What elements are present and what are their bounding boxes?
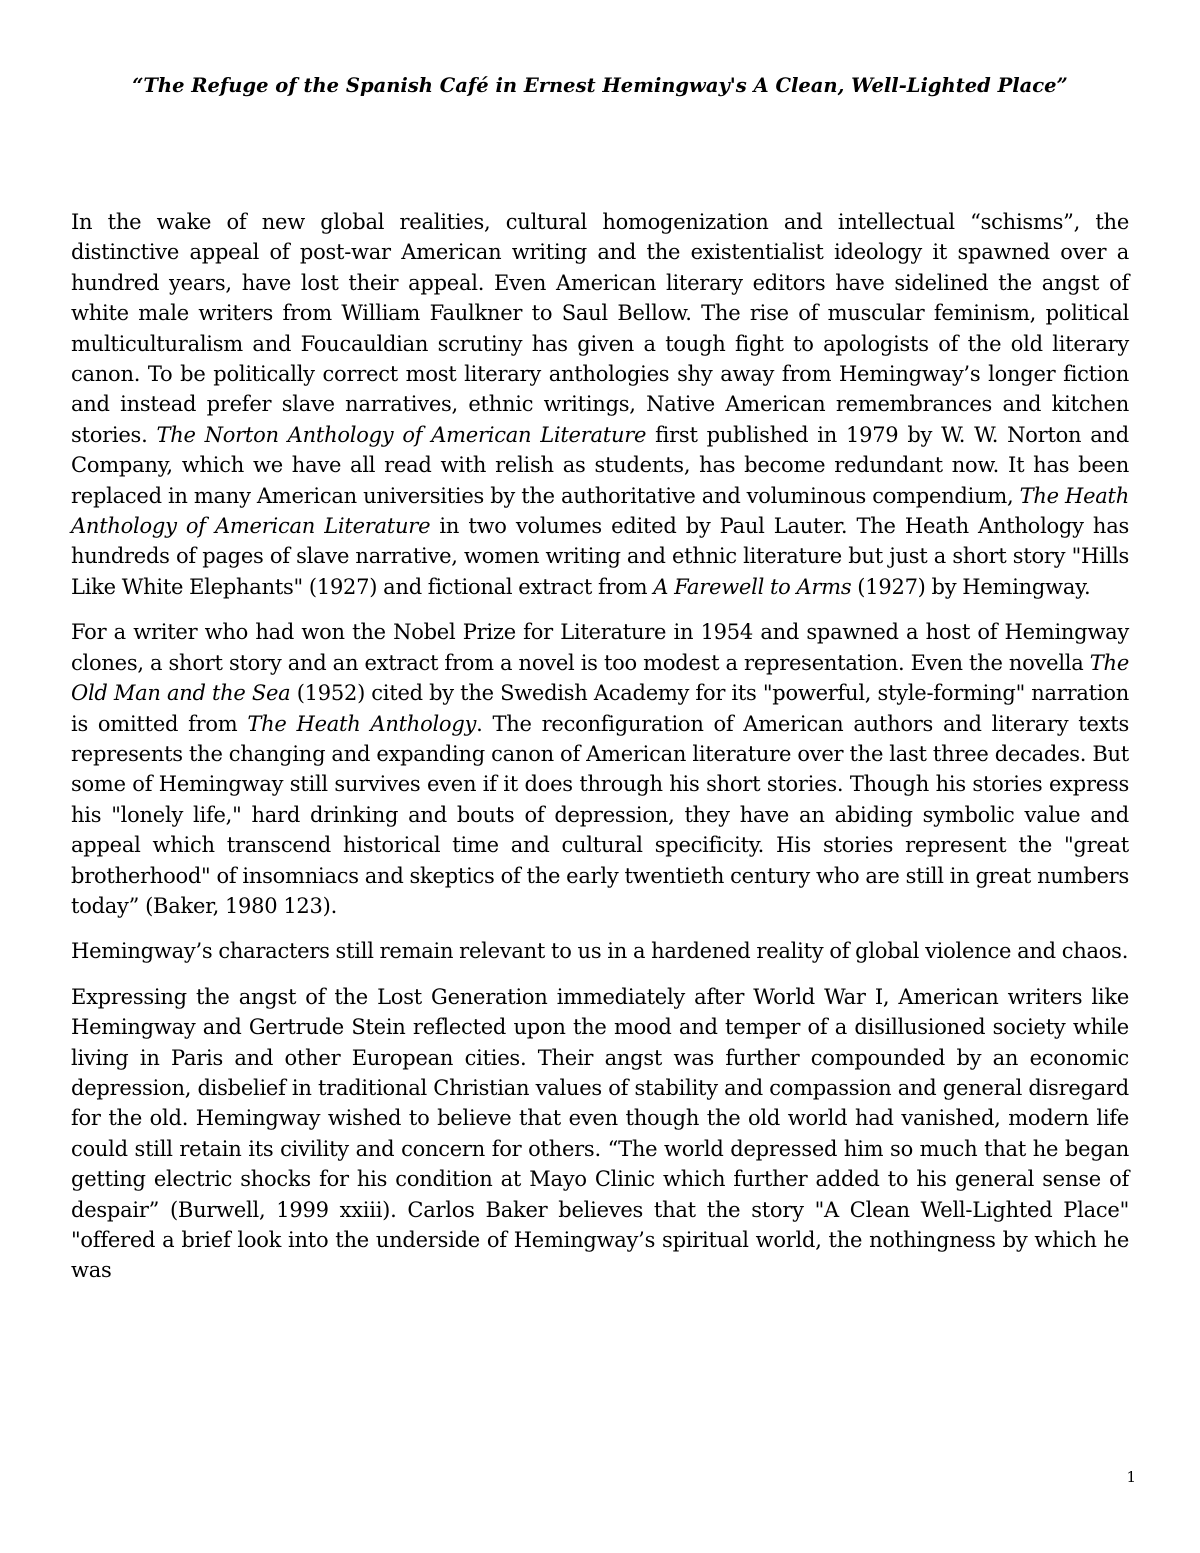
italic-title-text: A Farewell to Arms: [653, 574, 852, 599]
paragraph-text: For a writer who had won the Nobel Prize for Literature in 1954 and spawned a host of Hemingway clones, a short story and an extract from a novel is too modest a representation. Even the novella: [71, 620, 1129, 675]
paragraph-text: Hemingway’s characters still remain relevant to us in a hardened reality of global violence and chaos.: [71, 939, 1129, 964]
italic-title-text: The Heath Anthology: [247, 711, 477, 736]
paragraph-text: In the wake of new global realities, cultural homogenization and intellectual “schisms”, the distinctive appeal of post-war American writing and the existentialist ideology it spawned over a hundred years, have lost their appeal. Even American literary editors have sidelined the angst of white male writers from William Faulkner to Saul Bellow. The rise of muscular feminism, political multiculturalism and Foucauldian scrutiny has given a tough fight to apologists of the old literary canon. To be politically correct most literary anthologies shy away from Hemingway’s longer fiction and instead prefer slave narratives, ethnic writings, Native American remembrances and kitchen stories.: [71, 210, 1129, 447]
paragraph-text: . The reconfiguration of American authors and literary texts represents the changing and expanding canon of American literature over the last three decades. But some of Hemingway still survives even if it does through his short stories. Though his stories express his "lonely life," hard drinking and bouts of depression, they have an abiding symbolic value and appeal which transcend historical time and cultural specificity. His stories represent the "great brotherhood" of insomniacs and skeptics of the early twentieth century who are still in great numbers today” (Baker, 1980 123).: [71, 711, 1129, 918]
italic-title-text: The Heath Anthology of American Literature: [71, 483, 1129, 539]
paragraph-text: Expressing the angst of the Lost Generation immediately after World War I, American writers like Hemingway and Gertrude Stein reflected upon the mood and temper of a disillusioned society while living in Paris and other European cities. Their angst was further compounded by an economic depression, disbelief in traditional Christian values of stability and compassion and general disregard for the old. Hemingway wished to believe that even though the old world had vanished, modern life could still retain its civility and concern for others. “The world depressed him so much that he began getting electric shocks for his condition at Mayo Clinic which further added to his general sense of despair” (Burwell, 1999 xxiii). Carlos Baker believes that the story "A Clean Well-Lighted Place" "offered a brief look into the underside of Hemingway’s spiritual world, the nothingness by which he was: [71, 984, 1129, 1283]
paragraph-text: in two volumes edited by Paul Lauter. The Heath Anthology has hundreds of pages of slave narrative, women writing and ethnic literature but just a short story "Hills Like White Elephants" (1927) and fictional extract from: [71, 514, 1129, 599]
italic-title-text: The Norton Anthology of American Literature: [156, 422, 647, 447]
page-number: 1: [1126, 1468, 1136, 1486]
paragraph-2: [71, 617, 1129, 921]
paragraph-text: (1952) cited by the Swedish Academy for its "powerful, style-forming" narration is omitted from: [71, 681, 1129, 736]
document-body: [71, 207, 1129, 1301]
paragraph-text: first published in 1979 by W. W. Norton and Company, which we have all read with relish as students, has become redundant now. It has been replaced in many American universities by the authoritative and voluminous compendium,: [71, 422, 1129, 508]
italic-title-text: The Old Man and the Sea: [71, 650, 1129, 706]
paragraph-4: [71, 982, 1129, 1286]
paragraph-text: (1927) by Hemingway.: [851, 574, 1091, 599]
document-title: “The Refuge of the Spanish Café in Ernest Hemingway's A Clean, Well-Lighted Place”: [132, 74, 1068, 97]
paragraph-1: [71, 207, 1129, 602]
paragraph-3: [71, 936, 1129, 966]
